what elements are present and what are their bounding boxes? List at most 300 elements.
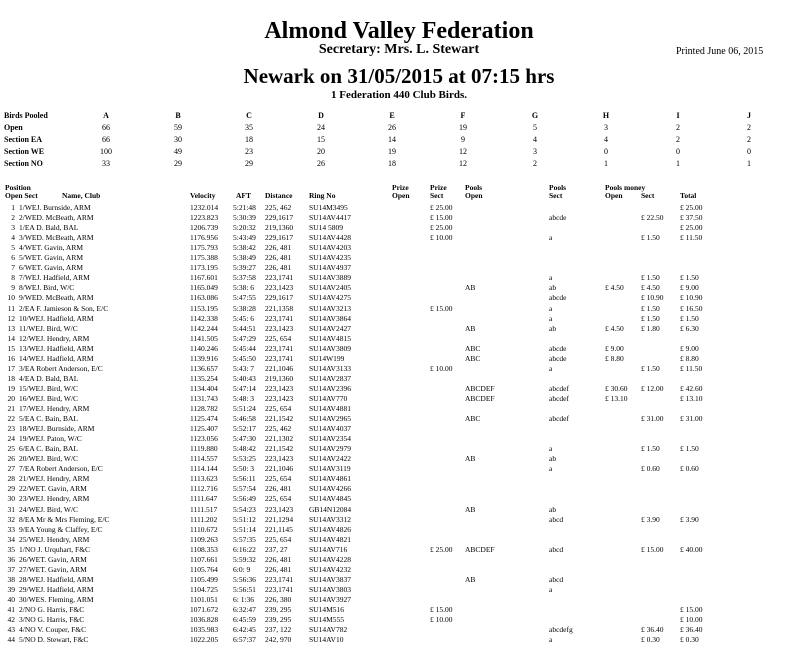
result-money-open: £ 4.50	[605, 283, 624, 293]
result-velocity: 1107.661	[190, 554, 218, 564]
result-money-open: £ 8.80	[605, 353, 624, 363]
pools-cell: 66	[102, 123, 110, 132]
result-distance: 221,1542	[265, 414, 294, 424]
pools-row	[0, 159, 798, 170]
result-pools-sect: abcdef	[549, 383, 569, 393]
result-distance: 223,1423	[265, 504, 294, 514]
table-row	[0, 585, 798, 594]
result-total: £ 10.90	[680, 293, 703, 303]
result-name-club: 30/WES. Fleming, ARM	[19, 594, 94, 604]
result-velocity: 1167.601	[190, 273, 218, 283]
result-position: 9	[11, 283, 15, 293]
result-distance: 225, 654	[265, 404, 292, 413]
result-position: 20	[7, 393, 15, 403]
table-row	[0, 474, 798, 483]
result-distance: 223,1423	[265, 393, 294, 403]
result-pools-open: ABC	[465, 414, 481, 424]
result-money-sect: £ 1.50	[641, 303, 660, 313]
result-distance: 223,1741	[265, 343, 294, 353]
result-name-club: 2/EA F. Jamieson & Son, E/C	[19, 303, 109, 313]
pools-cell: 15	[317, 135, 325, 144]
result-position: 38	[7, 574, 15, 584]
result-ring-no: SU14AV4826	[309, 524, 351, 534]
result-ring-no: SU14AV2422	[309, 454, 351, 464]
result-position: 14	[7, 333, 15, 343]
pools-cell: 4	[533, 135, 537, 144]
result-name-club: 19/WEJ. Paton, W/C	[19, 434, 82, 444]
result-position: 28	[7, 474, 15, 484]
table-row	[0, 324, 798, 333]
result-prize-sect: £ 10.00	[430, 233, 453, 243]
result-position: 19	[7, 383, 15, 393]
header-prize-sect: Prize Sect	[430, 183, 447, 200]
result-ring-no: SU14M555	[309, 615, 345, 625]
table-row	[0, 384, 798, 393]
result-aft: 5:47:29	[233, 333, 256, 343]
result-position: 34	[7, 534, 15, 544]
result-position: 30	[7, 494, 15, 504]
header-total: Total	[680, 191, 697, 200]
pool-col-c: C	[246, 111, 252, 120]
result-position: 32	[7, 514, 15, 524]
result-name-club: 21/WEJ. Hendry, ARM	[19, 474, 90, 484]
result-money-sect: £ 1.50	[641, 233, 660, 243]
result-name-club: 25/WEJ. Hendry, ARM	[19, 534, 90, 544]
result-aft: 5:46:58	[233, 414, 256, 424]
result-total: £ 10.00	[680, 615, 703, 625]
result-distance: 221,1542	[265, 444, 294, 454]
result-distance: 221,1294	[265, 514, 294, 524]
result-money-sect: £ 1.50	[641, 313, 660, 323]
header-pools-money: Pools money	[605, 183, 646, 192]
result-prize-sect: £ 10.00	[430, 615, 453, 625]
result-distance: 225, 462	[265, 424, 292, 434]
result-aft: 5:56:11	[233, 474, 256, 484]
result-aft: 5:50: 3	[233, 464, 255, 474]
result-aft: 6:42:45	[233, 625, 256, 635]
result-total: £ 9.00	[680, 343, 699, 353]
result-pools-sect: abcd	[549, 514, 564, 524]
result-position: 41	[7, 605, 15, 614]
result-name-club: 22/WET. Gavin, ARM	[19, 484, 87, 494]
result-position: 7	[11, 263, 15, 273]
table-row	[0, 273, 798, 282]
table-row	[0, 434, 798, 443]
result-velocity: 1111.202	[190, 514, 218, 524]
result-total: £ 25.00	[680, 203, 703, 212]
result-aft: 5:30:39	[233, 213, 256, 223]
result-ring-no: SU14AV4232	[309, 564, 351, 574]
result-pools-sect: abcd	[549, 574, 564, 584]
result-position: 26	[7, 454, 15, 464]
result-pools-sect: abcde	[549, 293, 567, 303]
table-row	[0, 283, 798, 292]
result-position: 35	[7, 544, 15, 554]
table-row	[0, 454, 798, 463]
result-ring-no: SU14AV3927	[309, 594, 351, 604]
table-row	[0, 625, 798, 634]
pools-cell: 0	[747, 147, 751, 156]
result-position: 39	[7, 584, 15, 594]
pools-cell: 18	[245, 135, 253, 144]
result-distance: 242, 970	[265, 635, 292, 645]
table-row	[0, 505, 798, 514]
result-ring-no: SU14AV10	[309, 635, 344, 645]
result-pools-open: ABCDEF	[465, 393, 495, 403]
result-distance: 225, 654	[265, 494, 292, 504]
result-position: 1	[11, 203, 15, 212]
pools-cell: 49	[174, 147, 182, 156]
result-total: £ 11.50	[680, 363, 703, 373]
result-aft: 6: 1:36	[233, 594, 255, 604]
result-position: 44	[7, 635, 15, 645]
result-position: 15	[7, 343, 15, 353]
result-velocity: 1114.557	[190, 454, 218, 464]
result-prize-sect: £ 10.00	[430, 363, 453, 373]
result-pools-sect: abcdefg	[549, 625, 573, 635]
result-pools-sect: ab	[549, 454, 557, 464]
result-total: £ 1.50	[680, 273, 699, 283]
result-aft: 5:44:51	[233, 323, 256, 333]
header-prize-open: Prize Open	[392, 183, 410, 200]
result-pools-sect: a	[549, 635, 553, 645]
result-velocity: 1036.828	[190, 615, 219, 625]
result-ring-no: SU14 5809	[309, 223, 343, 233]
result-velocity: 1175.793	[190, 243, 218, 253]
table-row	[0, 424, 798, 433]
result-money-sect: £ 1.50	[641, 444, 660, 454]
result-name-club: 1/WEJ. Burnside, ARM	[19, 203, 91, 212]
result-pools-sect: a	[549, 363, 553, 373]
pools-cell: 19	[388, 147, 396, 156]
race-summary: 1 Federation 440 Club Birds.	[331, 89, 467, 101]
pools-cell: 2	[747, 123, 751, 132]
result-name-club: 3/EA Robert Anderson, E/C	[19, 363, 103, 373]
result-distance: 225, 654	[265, 474, 292, 484]
result-velocity: 1108.353	[190, 544, 218, 554]
result-aft: 6:57:37	[233, 635, 256, 645]
pools-row-label: Open	[4, 123, 23, 132]
race-heading: Newark on 31/05/2015 at 07:15 hrs	[243, 64, 555, 88]
pools-cell: 18	[388, 159, 396, 168]
result-total: £ 40.00	[680, 544, 703, 554]
result-pools-sect: ab	[549, 283, 557, 293]
result-pools-sect: abcde	[549, 213, 567, 223]
pools-cell: 14	[388, 135, 396, 144]
result-position: 29	[7, 484, 15, 494]
table-row	[0, 575, 798, 584]
result-pools-sect: ab	[549, 323, 557, 333]
result-money-open: £ 30.60	[605, 383, 628, 393]
result-pools-open: AB	[465, 504, 476, 514]
table-row	[0, 364, 798, 373]
result-ring-no: GB14N12084	[309, 504, 352, 514]
table-row	[0, 233, 798, 242]
result-ring-no: SU14AV3889	[309, 273, 351, 283]
result-total: £ 36.40	[680, 625, 703, 635]
table-row	[0, 304, 798, 313]
result-pools-sect: a	[549, 313, 553, 323]
pools-cell: 24	[317, 123, 325, 132]
result-position: 33	[7, 524, 15, 534]
pool-col-g: G	[531, 111, 539, 120]
result-distance: 226, 481	[265, 243, 292, 253]
pool-col-e: E	[389, 111, 395, 120]
result-ring-no: SU14AV2396	[309, 383, 351, 393]
result-ring-no: SU14AV2405	[309, 283, 351, 293]
result-position: 13	[7, 323, 15, 333]
pools-cell: 100	[100, 147, 112, 156]
pools-cell: 2	[533, 159, 537, 168]
result-velocity: 1123.056	[190, 434, 218, 444]
table-row	[0, 334, 798, 343]
result-pools-sect: a	[549, 584, 553, 594]
result-aft: 5:39:27	[233, 263, 256, 273]
result-ring-no: SU14M516	[309, 605, 345, 614]
result-name-club: 9/EA Young & Claffey, E/C	[19, 524, 103, 534]
result-velocity: 1125.407	[190, 424, 218, 434]
result-distance: 226, 380	[265, 594, 292, 604]
result-name-club: 1/NO J. Urquhart, F&C	[19, 544, 91, 554]
result-distance: 223,1423	[265, 454, 294, 464]
result-pools-open: AB	[465, 574, 476, 584]
result-position: 2	[11, 213, 15, 223]
pools-cell: 23	[245, 147, 253, 156]
table-row	[0, 545, 798, 554]
result-velocity: 1071.672	[190, 605, 219, 614]
pool-col-a: A	[103, 111, 109, 120]
result-aft: 5:47:30	[233, 434, 256, 444]
result-aft: 5:48:42	[233, 444, 256, 454]
result-aft: 5:38: 6	[233, 283, 255, 293]
result-position: 31	[7, 504, 15, 514]
result-aft: 5:38:42	[233, 243, 256, 253]
result-velocity: 1153.195	[190, 303, 218, 313]
result-position: 5	[11, 243, 15, 253]
result-aft: 6:32:47	[233, 605, 256, 614]
result-name-club: 8/WEJ. Bird, W/C	[19, 283, 75, 293]
result-position: 10	[7, 293, 15, 303]
result-ring-no: SU14AV2979	[309, 444, 351, 454]
result-velocity: 1111.517	[190, 504, 218, 514]
result-name-club: 11/WEJ. Bird, W/C	[19, 323, 78, 333]
result-prize-sect: £ 15.00	[430, 213, 453, 223]
result-aft: 5:45: 6	[233, 313, 255, 323]
result-aft: 5:51:14	[233, 524, 256, 534]
result-aft: 5:51:12	[233, 514, 256, 524]
header-money-sect: Sect	[641, 191, 655, 200]
result-distance: 239, 295	[265, 615, 292, 625]
table-row	[0, 555, 798, 564]
result-ring-no: SU14M3495	[309, 203, 348, 212]
result-pools-open: AB	[465, 323, 476, 333]
result-velocity: 1105.764	[190, 564, 218, 574]
result-pools-sect: abcd	[549, 544, 564, 554]
result-velocity: 1131.743	[190, 393, 218, 403]
result-aft: 6:45:59	[233, 615, 256, 625]
result-ring-no: SU14AV770	[309, 393, 348, 403]
pools-cell: 20	[317, 147, 325, 156]
pool-col-f: F	[460, 111, 466, 120]
result-distance: 223,1741	[265, 313, 294, 323]
header-open-sect: Open Sect	[5, 191, 38, 200]
table-row	[0, 374, 798, 383]
pools-cell: 9	[461, 135, 465, 144]
result-position: 36	[7, 554, 15, 564]
header-pools-sect: Pools Sect	[549, 183, 567, 200]
result-name-club: 17/WEJ. Hendry, ARM	[19, 404, 90, 413]
secretary-line: Secretary: Mrs. L. Stewart	[318, 42, 480, 57]
result-velocity: 1142.338	[190, 313, 218, 323]
result-name-club: 24/WEJ. Bird, W/C	[19, 504, 79, 514]
result-money-sect: £ 3.90	[641, 514, 660, 524]
result-position: 40	[7, 594, 15, 604]
pools-cell: 5	[533, 123, 537, 132]
result-distance: 223,1423	[265, 383, 294, 393]
result-distance: 223,1423	[265, 323, 294, 333]
pools-cell: 26	[388, 123, 396, 132]
result-total: £ 8.80	[680, 353, 699, 363]
result-ring-no: SU14AV4845	[309, 494, 351, 504]
result-name-club: 29/WEJ. Hadfield, ARM	[19, 584, 94, 594]
result-aft: 5:47:14	[233, 383, 256, 393]
result-distance: 225, 654	[265, 333, 292, 343]
result-name-club: 20/WEJ. Bird, W/C	[19, 454, 79, 464]
table-row	[0, 263, 798, 272]
result-velocity: 1128.782	[190, 404, 218, 413]
result-aft: 5:52:17	[233, 424, 256, 434]
result-distance: 223,1741	[265, 584, 294, 594]
result-distance: 226, 481	[265, 564, 292, 574]
result-total: £ 0.30	[680, 635, 699, 645]
result-money-sect: £ 36.40	[641, 625, 664, 635]
result-total: £ 0.60	[680, 464, 699, 474]
result-total: £ 1.50	[680, 313, 699, 323]
result-position: 12	[7, 313, 15, 323]
result-name-club: 14/WEJ. Hadfield, ARM	[19, 353, 94, 363]
result-ring-no: SU14AV4881	[309, 404, 351, 413]
pools-row	[0, 123, 798, 134]
pools-cell: 1	[747, 159, 751, 168]
header-pools-open: Pools Open	[465, 183, 483, 200]
result-ring-no: SU14AV3837	[309, 574, 351, 584]
pools-cell: 30	[174, 135, 182, 144]
result-velocity: 1139.916	[190, 353, 218, 363]
result-name-club: 15/WEJ. Bird, W/C	[19, 383, 79, 393]
table-row	[0, 414, 798, 423]
result-ring-no: SU14W199	[309, 353, 345, 363]
result-money-sect: £ 0.60	[641, 464, 660, 474]
page-title: Almond Valley Federation	[264, 18, 534, 44]
result-position: 16	[7, 353, 15, 363]
header-aft: AFT	[236, 191, 251, 200]
table-row	[0, 515, 798, 524]
result-velocity: 1223.823	[190, 213, 219, 223]
result-pools-sect: a	[549, 464, 553, 474]
result-distance: 223,1741	[265, 574, 294, 584]
result-prize-sect: £ 15.00	[430, 303, 453, 313]
result-ring-no: SU14AV2837	[309, 373, 351, 383]
result-velocity: 1175.388	[190, 253, 218, 263]
result-name-club: 26/WET. Gavin, ARM	[19, 554, 87, 564]
result-name-club: 8/EA Mr & Mrs Fleming, E/C	[19, 514, 110, 524]
pool-col-b: B	[175, 111, 181, 120]
result-aft: 5:51:24	[233, 404, 256, 413]
pools-row-label: Section EA	[4, 135, 42, 144]
result-pools-open: ABCDEF	[465, 544, 495, 554]
result-pools-open: ABC	[465, 343, 481, 353]
pools-cell: 1	[604, 159, 608, 168]
result-prize-sect: £ 15.00	[430, 605, 453, 614]
pools-cell: 0	[604, 147, 608, 156]
result-distance: 221,1302	[265, 434, 294, 444]
result-name-club: 3/WED. McBeath, ARM	[19, 233, 94, 243]
result-position: 27	[7, 464, 15, 474]
result-distance: 223,1741	[265, 353, 294, 363]
table-row	[0, 464, 798, 473]
result-pools-open: AB	[465, 283, 476, 293]
pool-col-i: I	[676, 111, 680, 120]
result-ring-no: SU14AV2427	[309, 323, 351, 333]
result-distance: 221,1358	[265, 303, 294, 313]
result-position: 4	[11, 233, 15, 243]
result-name-club: 10/WEJ. Hadfield, ARM	[19, 313, 94, 323]
table-row	[0, 344, 798, 353]
result-ring-no: SU14AV4037	[309, 424, 351, 434]
result-name-club: 5/WET. Gavin, ARM	[19, 253, 84, 263]
pools-cell: 4	[604, 135, 608, 144]
result-pools-sect: abcde	[549, 343, 567, 353]
result-money-sect: £ 15.00	[641, 544, 664, 554]
pools-cell: 66	[102, 135, 110, 144]
result-ring-no: SU14AV716	[309, 544, 348, 554]
pools-header-row	[0, 111, 798, 122]
header-ring-no: Ring No	[309, 191, 336, 200]
table-row	[0, 595, 798, 604]
pools-label: Birds Pooled	[4, 111, 48, 120]
result-velocity: 1134.404	[190, 383, 218, 393]
result-velocity: 1101.051	[190, 594, 218, 604]
result-velocity: 1135.254	[190, 373, 218, 383]
result-velocity: 1022.205	[190, 635, 219, 645]
result-money-sect: £ 22.50	[641, 213, 664, 223]
result-position: 24	[7, 434, 15, 444]
result-name-club: 2/WED. McBeath, ARM	[19, 213, 94, 223]
result-name-club: 4/EA D. Bald, BAL	[19, 373, 79, 383]
result-ring-no: SU14AV4861	[309, 474, 351, 484]
result-position: 17	[7, 363, 15, 373]
pools-cell: 3	[533, 147, 537, 156]
result-pools-sect: a	[549, 273, 553, 283]
result-prize-sect: £ 25.00	[430, 544, 453, 554]
result-ring-no: SU14AV3809	[309, 343, 351, 353]
result-ring-no: SU14AV4235	[309, 253, 351, 263]
result-aft: 5:20:32	[233, 223, 256, 233]
result-position: 23	[7, 424, 15, 434]
table-row	[0, 354, 798, 363]
result-money-open: £ 9.00	[605, 343, 624, 353]
table-row	[0, 253, 798, 262]
result-distance: 237, 27	[265, 544, 288, 554]
table-row	[0, 494, 798, 503]
result-ring-no: SU14AV4228	[309, 554, 351, 564]
result-name-club: 6/WET. Gavin, ARM	[19, 263, 84, 273]
result-name-club: 2/NO G. Harris, F&C	[19, 605, 85, 614]
result-ring-no: SU14AV3803	[309, 584, 351, 594]
pools-cell: 19	[459, 123, 467, 132]
result-total: £ 31.00	[680, 414, 703, 424]
header-money-open: Open	[605, 191, 623, 200]
